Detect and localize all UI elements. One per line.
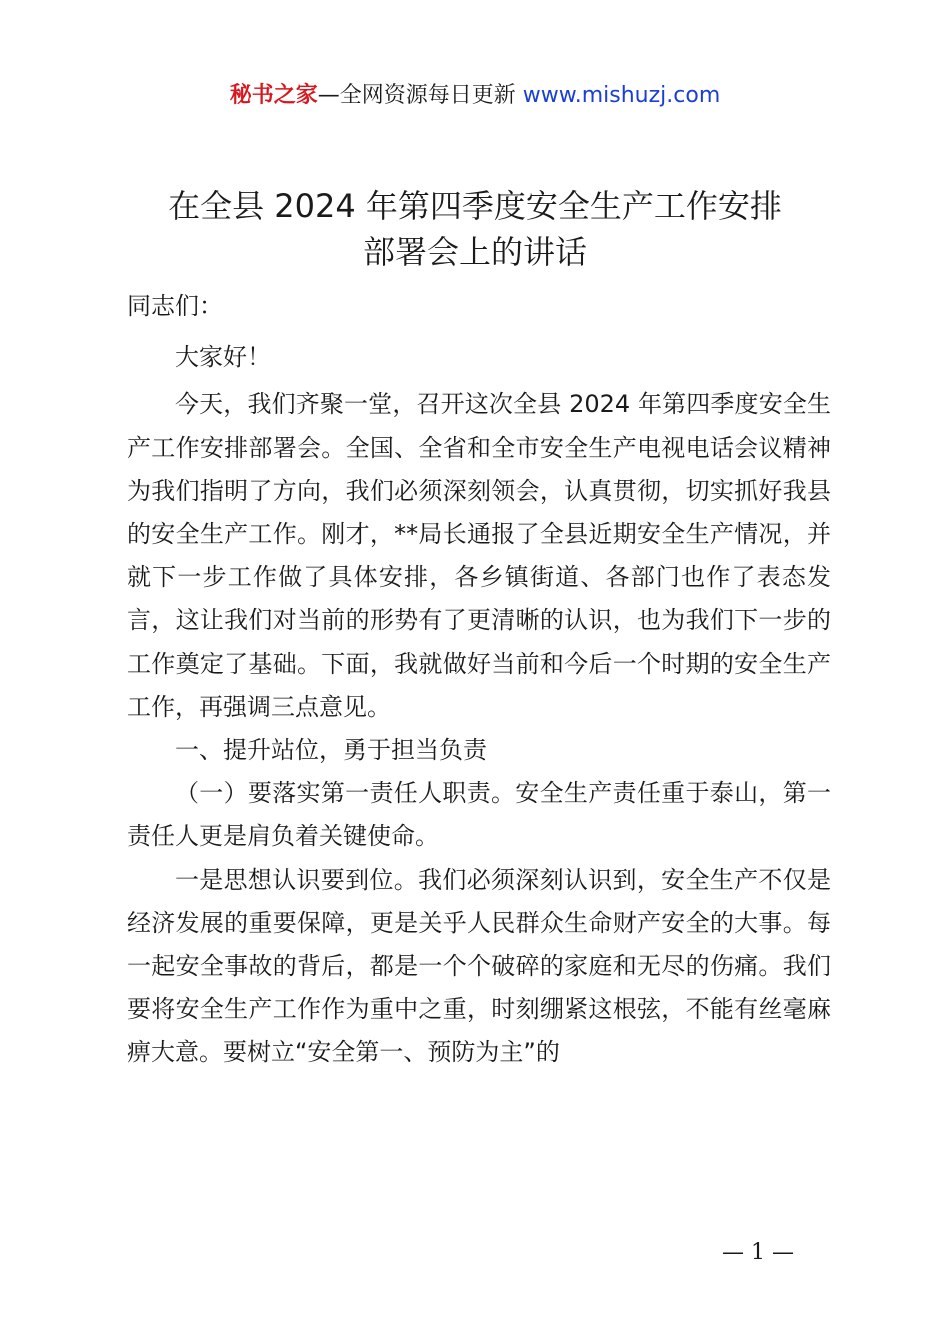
greeting: 大家好！ [175, 343, 271, 372]
salutation: 同志们： [127, 292, 223, 320]
site-tagline: —全网资源每日更新 [317, 83, 516, 108]
site-url-link[interactable]: www.mishuzj.com [522, 83, 721, 108]
page-number: — 1 — [722, 1240, 794, 1265]
document-title [0, 183, 950, 275]
document-body [127, 285, 831, 1075]
site-brand: 秘书之家 [229, 83, 318, 108]
title-line-2: 部署会上的讲话 [362, 233, 587, 271]
section-heading: 一、提升站位，勇于担当负责 [175, 736, 487, 765]
subsection-heading: （一）要落实第一责任人职责。安全生产责任重于泰山，第一责任人更是肩负着关键使命。 [127, 779, 831, 851]
site-header [0, 80, 950, 112]
title-line-1: 在全县 2024 年第四季度安全生产工作安排 [168, 187, 782, 225]
paragraph: 一是思想认识要到位。我们必须深刻认识到，安全生产不仅是经济发展的重要保障，更是关乎人民群众生命财产安全的大事。每一起安全事故的背后，都是一个个破碎的家庭和无尽的伤痛。我们要将安全生产工作作为重中之重，时刻绷紧这根弦，不能有丝毫麻痹大意。要树立“安全第一、预防为主”的 [127, 865, 831, 1067]
paragraph: 今天，我们齐聚一堂，召开这次全县 2024 年第四季度安全生产工作安排部署会。全国、全省和全市安全生产电视电话会议精神为我们指明了方向，我们必须深刻领会，认真贯彻，切实抓好我县的安全生产工作。刚才，**局长通报了全县近期安全生产情况，并就下一步工作做了具体安排，各乡镇街道、各部门也作了表态发言，这让我们对当前的形势有了更清晰的认识，也为我们下一步的工作奠定了基础。下面，我就做好当前和今后一个时期的安全生产工作，再强调三点意见。 [127, 390, 831, 721]
